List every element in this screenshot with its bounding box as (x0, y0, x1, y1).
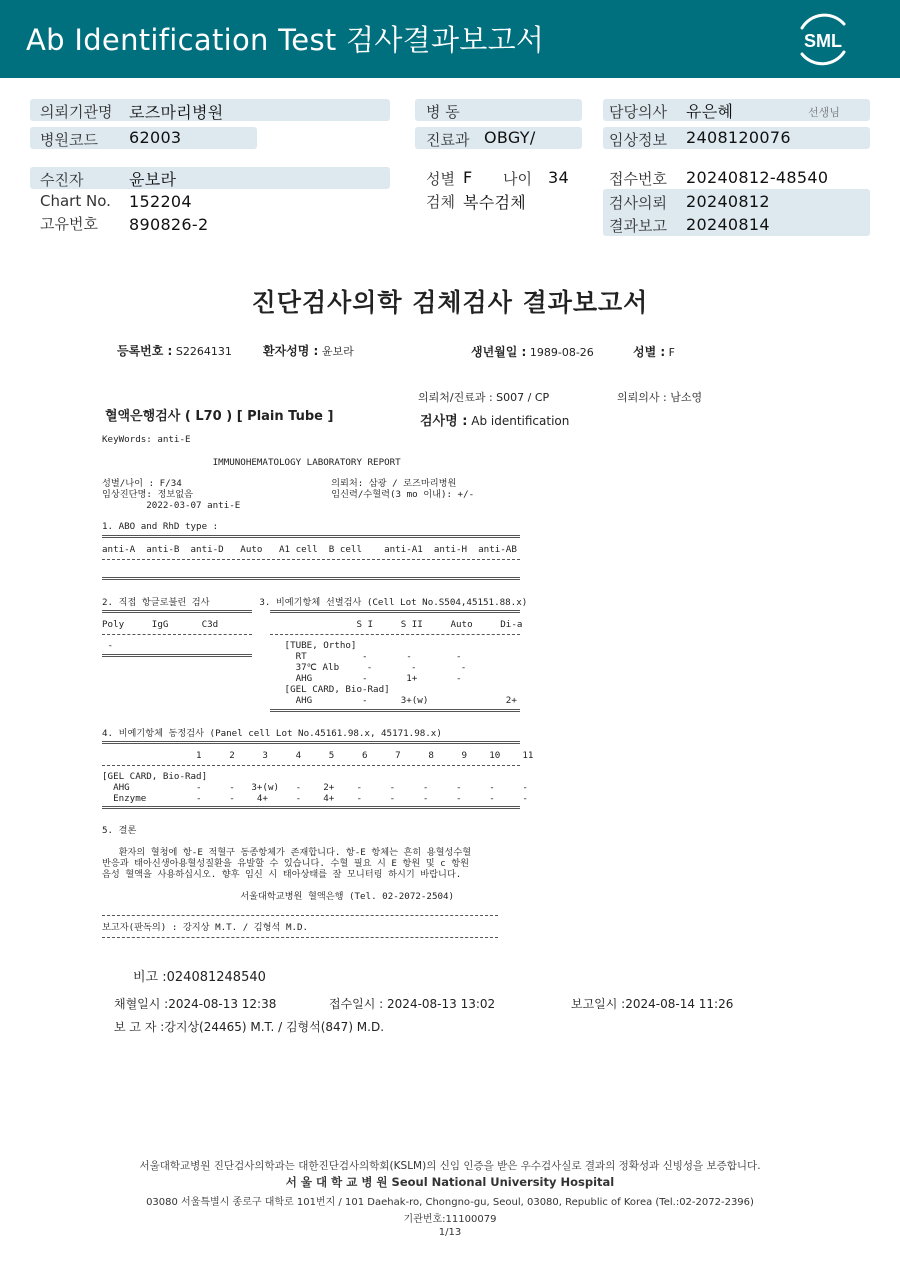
test-name: 검사명 : Ab identification (420, 414, 570, 429)
rule (102, 806, 520, 809)
doctor-value: 유은혜 (686, 102, 734, 121)
patient-value: 윤보라 (129, 170, 177, 189)
chart-value: 152204 (129, 192, 192, 211)
age-value: 34 (548, 168, 569, 187)
sex-value: F (463, 168, 473, 187)
receipt-value: 20240812-48540 (686, 168, 829, 187)
rule (270, 709, 520, 712)
reg-number: 등록번호 : S2264131 (117, 344, 232, 358)
section-2-3-columns: Poly IgG C3d S I S II Auto Di-a (102, 619, 523, 630)
rule (102, 577, 520, 580)
request-value: 20240812 (686, 192, 770, 211)
section-4-heading: 4. 비예기항체 동정검사 (Panel cell Lot No.45161.98.x, 45171.98.x) (102, 728, 442, 739)
report-reader: 보고자(판독의) : 강지상 M.T. / 김형석 M.D. (102, 922, 309, 933)
report-header-title: Ab Identification Test 검사결과보고서 (26, 23, 545, 57)
lab-report-title: IMMUNOHEMATOLOGY LABORATORY REPORT (102, 457, 401, 468)
birth-date: 생년월일 : 1989-08-26 (471, 345, 594, 359)
sex-label: 성별 (426, 170, 455, 188)
rule (102, 765, 520, 766)
dept-value: OBGY/ (484, 128, 536, 147)
result-value: 20240814 (686, 215, 770, 234)
hospital-code-value: 62003 (129, 128, 182, 147)
abo-columns: anti-A anti-B anti-D Auto A1 cell B cell anti-A1 anti-H anti-AB (102, 544, 517, 555)
abo-rhd-heading: 1. ABO and RhD type : (102, 521, 219, 532)
report-patient-block: 성별/나이 : F/34 의뢰처: 삼광 / 로즈마리병원 임상진단명: 정보없음 임신력/수혈력(3 mo 이내): +/- 2022-03-07 anti-E (102, 478, 475, 511)
reporter-line: 보 고 자 :강지상(24465) M.T. / 김형석(847) M.D. (114, 1020, 385, 1034)
chart-label: Chart No. (40, 192, 111, 210)
hospital-code-label: 병원코드 (40, 131, 98, 149)
receipt-label: 접수번호 (609, 170, 667, 188)
acceptance-datetime: 접수일시 : 2024-08-13 13:02 (329, 997, 496, 1011)
panel-cell-results: [GEL CARD, Bio-Rad] AHG - - 3+(w) - 2+ - - - - - - Enzyme - - 4+ - 4+ - - - - - - (102, 771, 528, 804)
doctor-label: 담당의사 (609, 103, 667, 121)
rule (102, 915, 498, 916)
referring-dept: 의뢰처/진료과 : S007 / CP (418, 391, 550, 404)
clinical-value: 2408120076 (686, 128, 791, 147)
section-2-3-results: - [TUBE, Ortho] RT - - - 37℃ Alb - - - AHG - 1+ - [GEL CARD, Bio-Rad] AHG - 3+(w) 2+ (107, 640, 517, 706)
report-datetime: 보고일시 :2024-08-14 11:26 (571, 997, 734, 1011)
request-label: 검사의뢰 (609, 194, 667, 212)
conclusion-text: 환자의 혈청에 항-E 적혈구 동종항체가 존재합니다. 항-E 항체는 흔히 용혈성수혈 반응과 태아신생아용혈성질환을 유발할 수 있습니다. 수혈 필요 시 E 항원 및 c 항원 음성 혈액을 사용하십시오. 향후 임신 시 태아상태를 잘 모니터링 하시기 바랍니다. (102, 847, 472, 880)
ward-label: 병 동 (426, 103, 460, 121)
rule (102, 634, 252, 635)
rule (102, 559, 520, 560)
specimen-label: 검체 (426, 193, 455, 211)
patient-name: 환자성명 : 윤보라 (263, 344, 354, 358)
footer-address: 03080 서울특별시 종로구 대학로 101번지 / 101 Daehak-ro, Chongno-gu, Seoul, 03080, Republic of Korea (Tel.:02-2072-2396) (146, 1197, 754, 1208)
field-bg-patient (30, 167, 390, 189)
sml-logo (792, 10, 854, 68)
rule (102, 535, 520, 538)
blood-bank-contact: 서울대학교병원 혈액은행 (Tel. 02-2072-2504) (102, 891, 455, 902)
age-label: 나이 (503, 170, 532, 188)
institution-value: 로즈마리병원 (129, 103, 224, 122)
clinical-label: 임상정보 (609, 131, 667, 149)
header-bar (0, 0, 900, 78)
rule (102, 741, 520, 744)
remark-line: 비고 :024081248540 (133, 970, 266, 985)
page-number: 1/13 (438, 1227, 462, 1238)
document-title: 진단검사의학 검체검사 결과보고서 (251, 288, 649, 317)
rule (270, 610, 520, 613)
collection-datetime: 채혈일시 :2024-08-13 12:38 (114, 997, 277, 1011)
keywords-line: KeyWords: anti-E (102, 434, 191, 445)
footer-certification: 서울대학교병원 진단검사의학과는 대한진단검사의학회(KSLM)의 신임 인증을 받은 우수검사실로 결과의 정확성과 신빙성을 보증합니다. (139, 1160, 761, 1172)
report-sex: 성별 : F (633, 345, 675, 359)
dept-label: 진료과 (426, 131, 470, 149)
section-title: 혈액은행검사 ( L70 ) [ Plain Tube ] (105, 409, 334, 424)
specimen-value: 복수검체 (463, 193, 527, 212)
result-label: 결과보고 (609, 217, 667, 235)
footer-hospital-name: 서 울 대 학 교 병 원 Seoul National University Hospital (285, 1175, 615, 1189)
patient-label: 수진자 (40, 171, 84, 189)
rule (102, 610, 252, 613)
conclusion-heading: 5. 결론 (102, 825, 137, 836)
id-value: 890826-2 (129, 215, 209, 234)
id-label: 고유번호 (40, 215, 98, 233)
rule (102, 654, 252, 657)
doctor-suffix: 선생님 (808, 106, 840, 119)
institution-label: 의뢰기관명 (40, 103, 113, 121)
panel-cell-numbers: 1 2 3 4 5 6 7 8 9 10 11 (102, 750, 534, 761)
rule (270, 634, 520, 635)
footer-institution-code: 기관번호:11100079 (403, 1214, 497, 1225)
referring-doctor: 의뢰의사 : 남소영 (617, 391, 703, 404)
rule (102, 937, 498, 938)
section-2-3-heading: 2. 직접 항글로불린 검사 3. 비예기항체 선별검사 (Cell Lot No.S504,45151.88.x) (102, 597, 528, 608)
svg-text:SML: SML (804, 31, 842, 51)
